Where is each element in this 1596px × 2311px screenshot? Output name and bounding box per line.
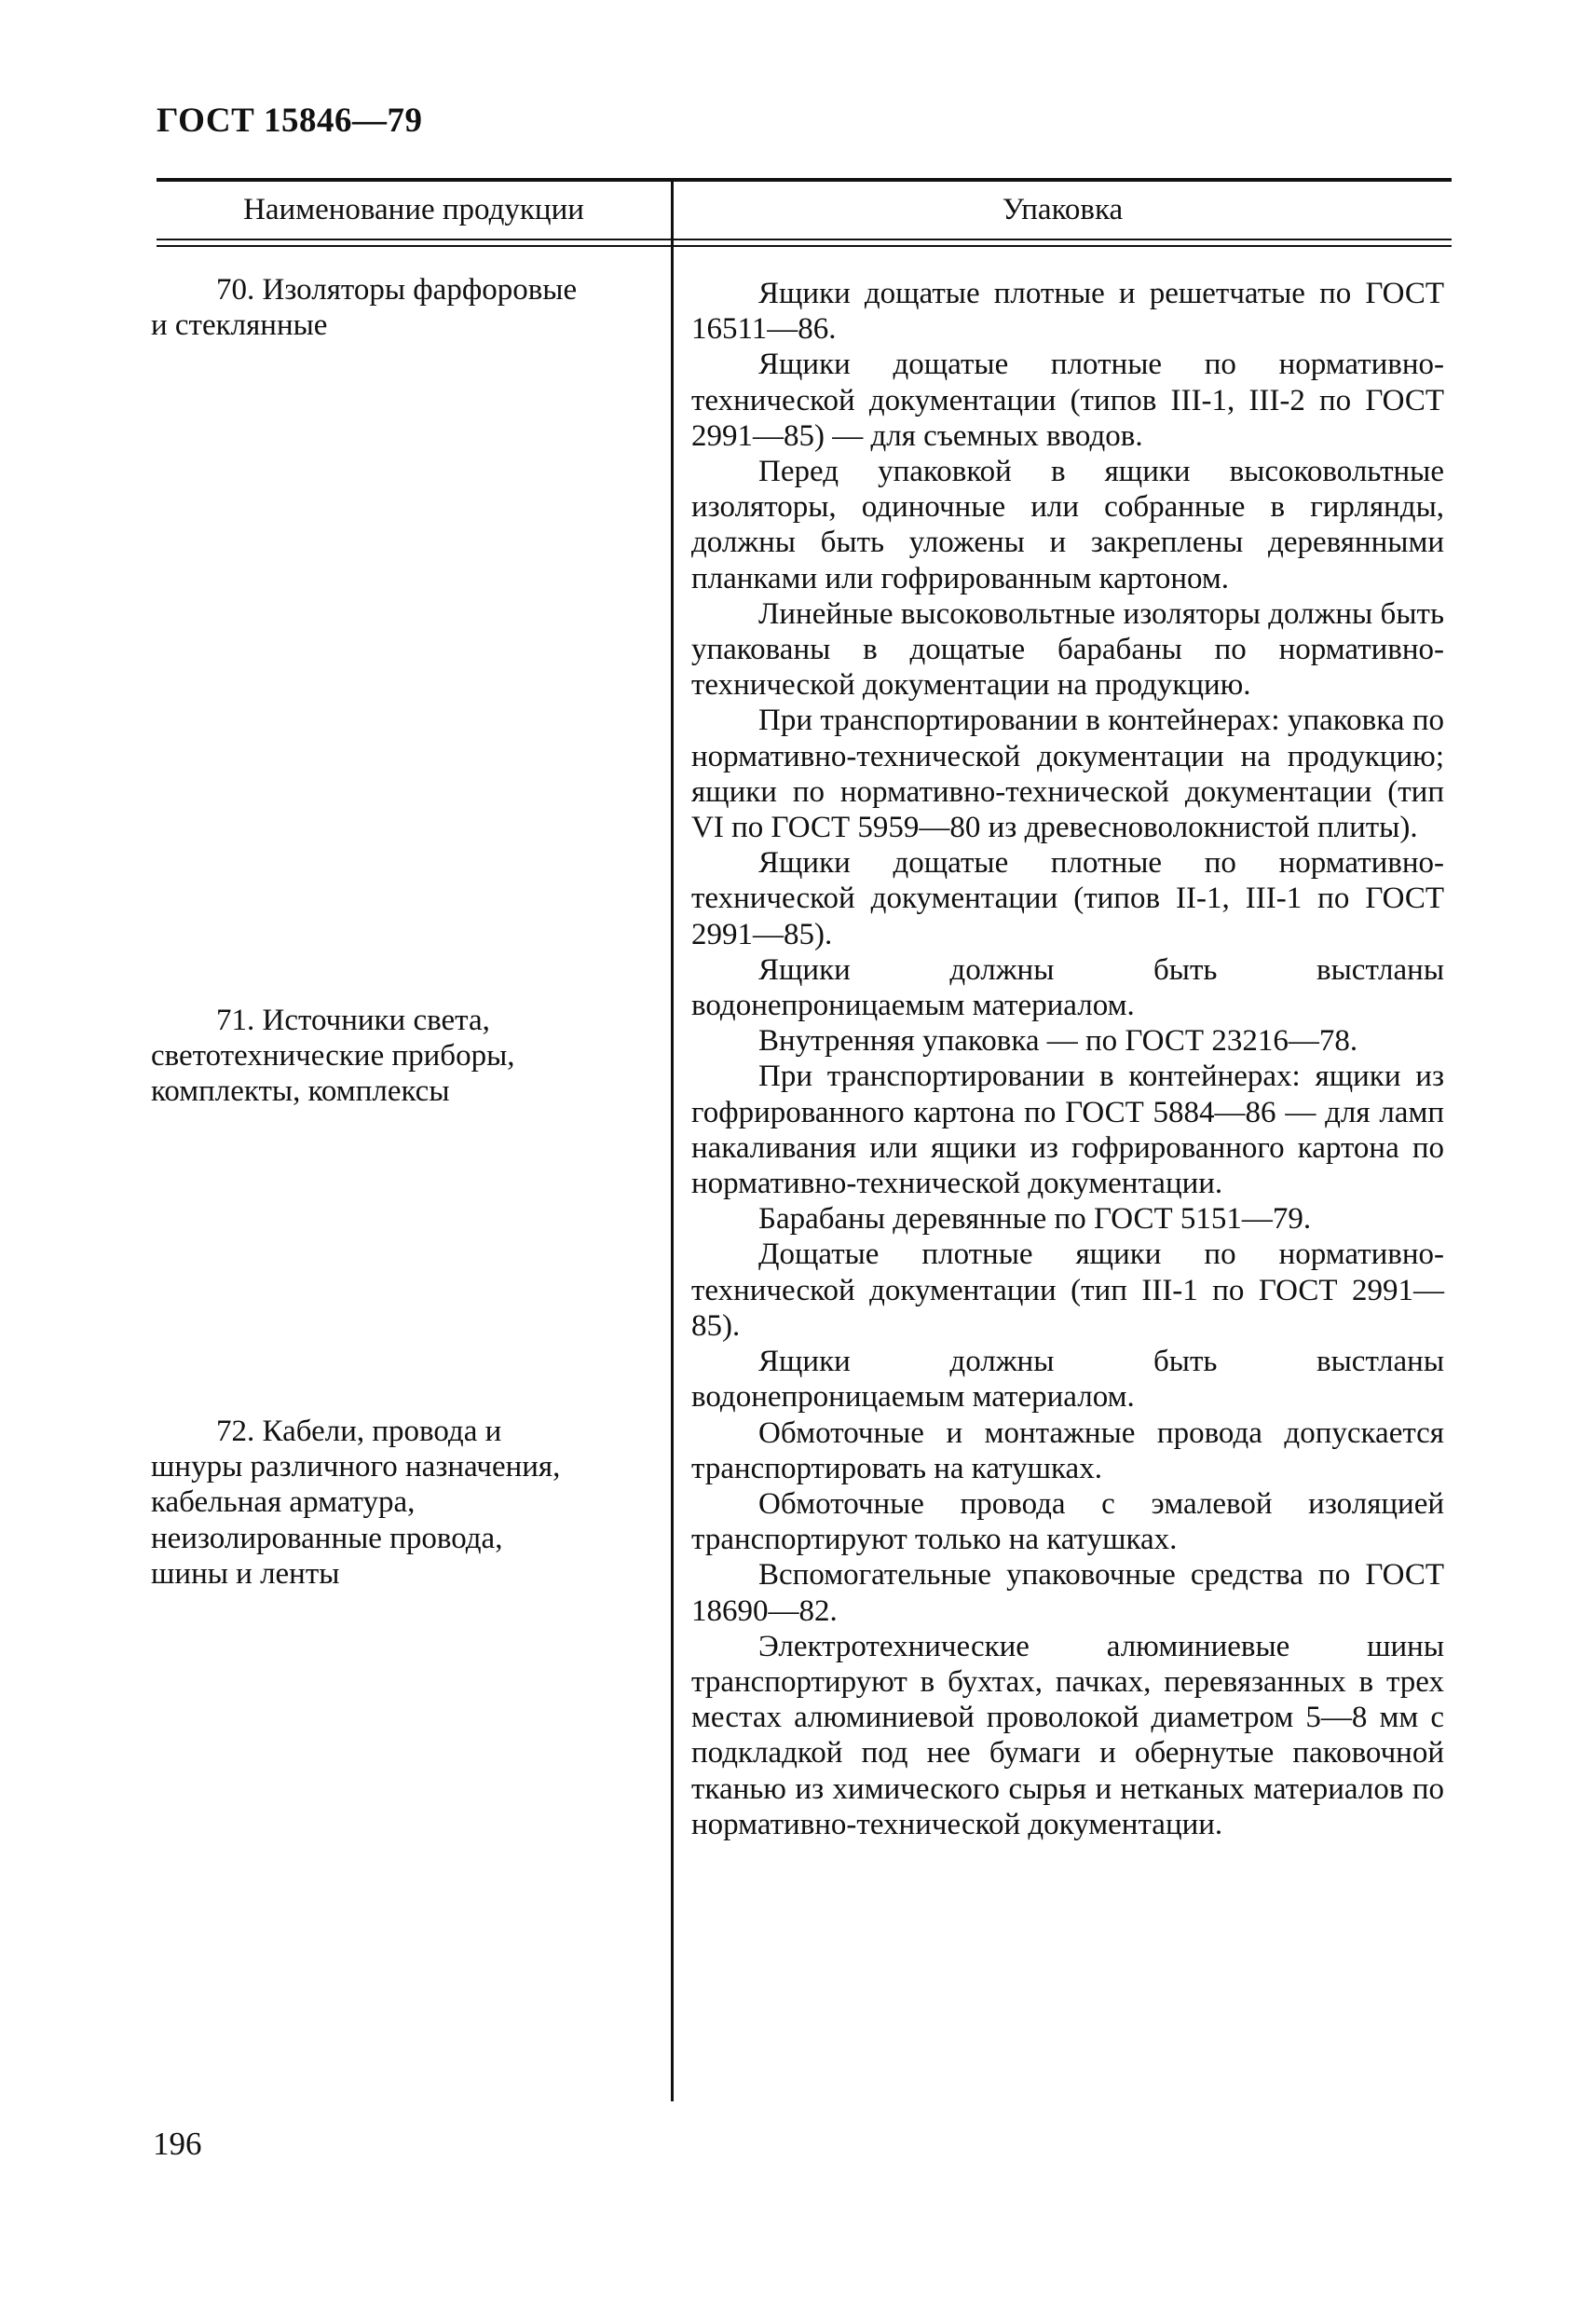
packaging-cell-70: [691, 276, 1444, 845]
packaging-paragraph: Электротехнические алюминиевые шины транспортируют в бухтах, пачках, перевязанных в трех местах алюминиевой проволокой диаметром 5—8 мм с подкладкой под нее бумаги и обернутые паковочной тканью из химического сырья и нетканых материалов по нормативно-технической документации.: [691, 1629, 1444, 1841]
packaging-paragraph: Ящики должны быть выстланы водонепроницаемым материалом.: [691, 952, 1444, 1023]
column-divider: [671, 178, 674, 2101]
packaging-column: [691, 276, 1444, 1842]
packaging-paragraph: Обмоточные провода с эмалевой изоляцией транспортируют только на катушках.: [691, 1486, 1444, 1557]
packaging-paragraph: Ящики дощатые плотные по нормативно-технической документации (типов III-1, III-2 по ГОСТ 2991—85) — для съемных вводов.: [691, 348, 1444, 453]
packaging-cell-71: [691, 845, 1444, 1201]
packaging-paragraph: Вспомогательные упаковочные средства по ГОСТ 18690—82.: [691, 1558, 1444, 1628]
page-number: 196: [153, 2126, 202, 2162]
packaging-paragraph: Дощатые плотные ящики по нормативно-технической документации (тип III-1 по ГОСТ 2991—85).: [691, 1238, 1444, 1343]
product-name-71: [151, 1003, 580, 1110]
product-text: 71. Источники света, светотехнические приборы, комплекты, комплексы: [151, 1004, 515, 1109]
document-header: ГОСТ 15846—79: [157, 102, 423, 140]
packaging-paragraph: Ящики дощатые плотные и решетчатые по ГОСТ 16511—86.: [691, 277, 1444, 347]
column-header-product: Наименование продукции: [243, 193, 584, 226]
product-name-72: [151, 1414, 580, 1592]
packaging-paragraph: Ящики дощатые плотные по нормативно-технической документации (типов II-1, III-1 по ГОСТ 2991—85).: [691, 846, 1444, 951]
header-bottom-rule-2: [157, 245, 1452, 247]
packaging-cell-72: [691, 1201, 1444, 1842]
packaging-paragraph: При транспортировании в контейнерах: ящики из гофрированного картона по ГОСТ 5884—86 — для ламп накаливания или ящики из гофрированного картона по нормативно-технической документации.: [691, 1060, 1444, 1201]
packaging-paragraph: Обмоточные и монтажные провода допускается транспортировать на катушках.: [691, 1415, 1444, 1485]
product-text: 72. Кабели, провода и шнуры различного назначения, кабельная арматура, неизолированные провода, шины и ленты: [151, 1415, 561, 1591]
packaging-paragraph: Барабаны деревянные по ГОСТ 5151—79.: [758, 1202, 1312, 1237]
packaging-paragraph: Линейные высоковольтные изоляторы должны быть упакованы в дощатые барабаны по нормативно-технической документации на продукцию.: [691, 596, 1444, 703]
header-bottom-rule-1: [157, 239, 1452, 240]
product-text: 70. Изоляторы фарфоровые и стеклянные: [151, 273, 578, 343]
packaging-paragraph: Внутренняя упаковка — по ГОСТ 23216—78.: [758, 1024, 1358, 1059]
packaging-paragraph: При транспортировании в контейнерах: упаковка по нормативно-технической документации на продукцию; ящики по нормативно-технической документации (тип VI по ГОСТ 5959—80 из древесноволокнистой плиты).: [691, 704, 1444, 845]
packaging-paragraph: Ящики должны быть выстланы водонепроницаемым материалом.: [691, 1345, 1444, 1415]
packaging-paragraph: Перед упаковкой в ящики высоковольтные изоляторы, одиночные или собранные в гирлянды, должны быть уложены и закреплены деревянными планками или гофрированным картоном.: [691, 455, 1444, 595]
column-header-packaging: Упаковка: [1002, 193, 1124, 226]
product-name-70: [151, 272, 580, 343]
